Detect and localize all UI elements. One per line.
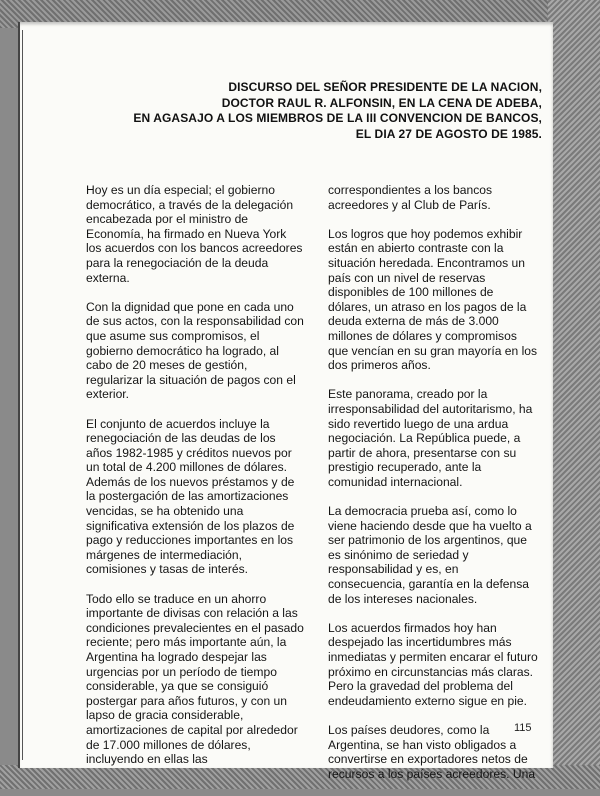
left-text-column — [86, 183, 304, 781]
paragraph: Hoy es un día especial; el gobierno democrático, a través de la delegación encabezada por el ministro de Economía, ha firmado en Nueva York los acuerdos con los bancos acreedores para la renegociación de la deuda externa. — [86, 183, 303, 285]
paragraph: Este panorama, creado por la irresponsabilidad del autoritarismo, ha sido revertido luego de una ardua negociación. La República puede, a partir de ahora, presentarse con su prestigio recuperado, ante la comunidad internacional. — [328, 387, 533, 489]
right-text-column — [328, 183, 538, 796]
title-line: DISCURSO DEL SEÑOR PRESIDENTE DE LA NACION, — [228, 80, 542, 94]
paragraph: Los logros que hoy podemos exhibir están en abierto contraste con la situación heredada. Encontramos un país con un nivel de reservas disponibles de 100 millones de dólares, un atraso en los pagos de la deuda externa de más de 3.000 millones de dólares y compromisos que vencían en su gran mayoría en los dos primeros años. — [328, 226, 538, 373]
title-line: EL DIA 27 DE AGOSTO DE 1985. — [355, 126, 542, 141]
paragraph: Con la dignidad que pone en cada uno de sus actos, con la responsabilidad con que asume sus compromisos, el gobierno democrático ha logrado, al cabo de 20 meses de gestión, regularizar la situación de pagos con el exterior. — [86, 299, 304, 402]
paragraph: Todo ello se traduce en un ahorro importante de divisas con relación a las condiciones prevalecientes en el pasado reciente; pero más importante aún, la Argentina ha logrado despejar las urgencias por un período de tiempo considerable, ya que se consiguió postergar para años futuros, y con un lapso de gracia considerable, amortizaciones de capital por alrededor de 17.000 millones de dólares, incluyendo en ellas las — [86, 591, 304, 767]
title-line: EN AGASAJO A LOS MIEMBROS DE LA III CONVENCION DE BANCOS, — [133, 111, 542, 125]
scan-border-right — [548, 0, 600, 789]
title-line: DOCTOR RAUL R. ALFONSIN, EN LA CENA DE ADEBA, — [221, 95, 542, 110]
page-number: 115 — [514, 722, 532, 734]
speech-title — [82, 80, 542, 142]
paragraph: Los países deudores, como la Argentina, se han visto obligados a convertirse en exportadores netos de recursos a los países acreedores. Una — [328, 722, 536, 781]
paragraph: El conjunto de acuerdos incluye la renegociación de las deudas de los años 1982-1985 y créditos nuevos por un total de 4.200 millones de dólares. Además de los nuevos préstamos y de la postergación de las amortizaciones vencidas, se ha obtenido una significativa extensión de los plazos de pago y reducciones importantes en los márgenes de intermediación, comisiones y tasas de interés. — [86, 416, 295, 577]
binding-edge — [22, 30, 23, 760]
paragraph: correspondientes a los bancos acreedores y al Club de París. — [328, 183, 493, 212]
paragraph: Los acuerdos firmados hoy han despejado las incertidumbres más inmediatas y permiten encarar el futuro próximo en circunstancias más claras. Pero la gravedad del problema del endeudamiento externo sigue en pie. — [328, 620, 538, 708]
paragraph: La democracia prueba así, como lo viene haciendo desde que ha vuelto a ser patrimonio de los argentinos, que es sinónimo de seriedad y responsabilidad y es, en consecuencia, garantía en la defensa de los intereses nacionales. — [328, 504, 532, 606]
